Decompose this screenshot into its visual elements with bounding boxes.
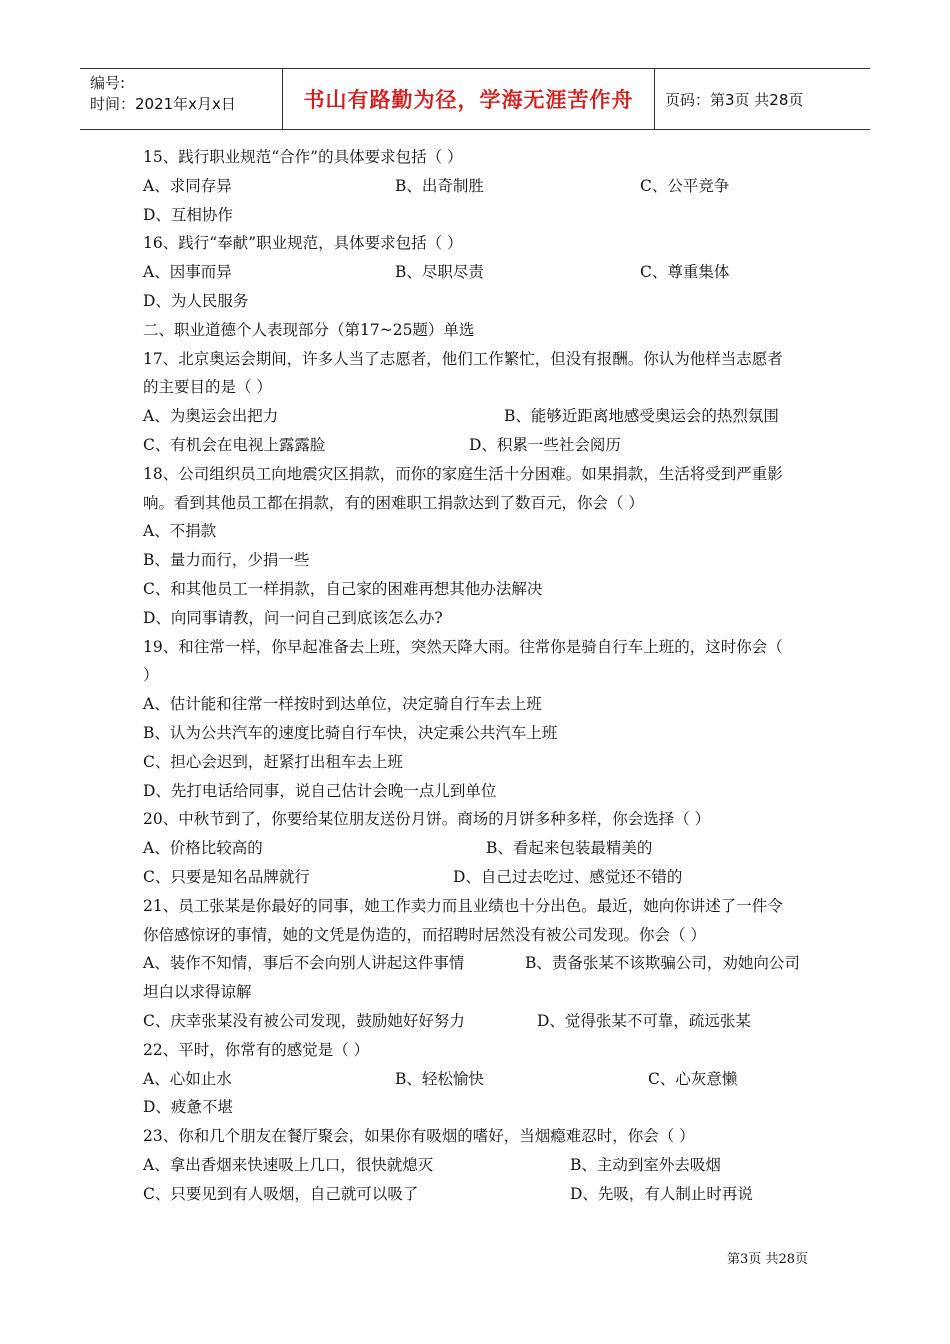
page-footer: 第3页 共28页 bbox=[727, 1252, 808, 1267]
question-17: 17、北京奥运会期间，许多人当了志愿者，他们工作繁忙，但没有报酬。你认为他样当志愿者 bbox=[143, 349, 783, 368]
option-a: A、估计能和往常一样按时到达单位，决定骑自行车去上班 bbox=[143, 695, 542, 714]
question-content bbox=[143, 143, 813, 1208]
number-label: 编号: bbox=[90, 74, 126, 92]
option-a: A、价格比较高的 bbox=[143, 839, 263, 858]
question-21: 21、员工张某是你最好的同事，她工作卖力而且业绩也十分出色。最近，她向你讲述了一件令 bbox=[143, 896, 783, 915]
option-c: C、只要是知名品牌就行 bbox=[143, 867, 310, 886]
option-b: B、轻松愉快 bbox=[395, 1069, 484, 1088]
option-b: B、能够近距离地感受奥运会的热烈氛围 bbox=[504, 407, 779, 426]
option-b: B、看起来包装最精美的 bbox=[486, 839, 653, 858]
option-c: C、庆幸张某没有被公司发现，鼓励她好好努力 bbox=[143, 1011, 465, 1030]
option-d: D、觉得张某不可靠，疏远张某 bbox=[537, 1011, 751, 1030]
question-20: 20、中秋节到了，你要给某位朋友送份月饼。商场的月饼多种多样，你会选择（ ） bbox=[143, 810, 711, 829]
option-a: A、求同存异 bbox=[143, 176, 232, 195]
option-a: A、拿出香烟来快速吸上几口，很快就熄灭 bbox=[143, 1155, 434, 1174]
option-b-cont: 坦白以求得谅解 bbox=[143, 983, 252, 1002]
options-row bbox=[143, 431, 813, 460]
option-a: A、装作不知情，事后不会向别人讲起这件事情 bbox=[143, 954, 465, 973]
option-c: C、有机会在电视上露露脸 bbox=[143, 435, 326, 454]
option-d: D、互相协作 bbox=[143, 205, 233, 224]
options-row bbox=[143, 402, 813, 431]
option-b: B、尽职尽责 bbox=[395, 263, 484, 282]
options-row bbox=[143, 1007, 813, 1036]
option-c: C、公平竞争 bbox=[640, 176, 730, 195]
option-a: A、不捐款 bbox=[143, 522, 217, 541]
option-a: A、因事而异 bbox=[143, 263, 232, 282]
page-code: 页码：第3页 共28页 bbox=[665, 90, 804, 109]
question-19-cont: ） bbox=[143, 666, 159, 685]
question-18: 18、公司组织员工向地震灾区捐款，而你的家庭生活十分困难。如果捐款，生活将受到严重影 bbox=[143, 464, 783, 483]
option-d: D、向同事请教，问一问自己到底该怎么办? bbox=[143, 608, 443, 627]
options-row bbox=[143, 949, 813, 978]
option-c: C、心灰意懒 bbox=[648, 1069, 738, 1088]
time-label: 时间：2021年x月x日 bbox=[90, 95, 236, 113]
option-a: A、为奥运会出把力 bbox=[143, 407, 279, 426]
option-d: D、先吸，有人制止时再说 bbox=[570, 1184, 753, 1203]
options-row bbox=[143, 863, 813, 892]
option-b: B、出奇制胜 bbox=[395, 176, 484, 195]
option-c: C、担心会迟到，赶紧打出租车去上班 bbox=[143, 752, 403, 771]
option-b: B、责备张某不该欺骗公司，劝她向公司 bbox=[525, 954, 800, 973]
options-row bbox=[143, 1180, 813, 1209]
option-c: C、只要见到有人吸烟，自己就可以吸了 bbox=[143, 1184, 419, 1203]
options-row bbox=[143, 1151, 813, 1180]
option-d: D、先打电话给同事，说自己估计会晚一点儿到单位 bbox=[143, 781, 497, 800]
question-18-cont: 响。看到其他员工都在捐款，有的困难职工捐款达到了数百元，你会（ ） bbox=[143, 493, 644, 512]
question-22: 22、平时，你常有的感觉是（ ） bbox=[143, 1040, 370, 1059]
header-motto-cell bbox=[283, 69, 655, 129]
options-row bbox=[143, 172, 813, 201]
option-a: A、心如止水 bbox=[143, 1069, 232, 1088]
question-19: 19、和往常一样，你早起准备去上班，突然天降大雨。往常你是骑自行车上班的，这时你会（ bbox=[143, 637, 783, 656]
option-b: B、量力而行，少捐一些 bbox=[143, 551, 310, 570]
option-c: C、尊重集体 bbox=[640, 263, 730, 282]
question-17-cont: 的主要目的是（ ） bbox=[143, 378, 272, 397]
options-row bbox=[143, 834, 813, 863]
question-15: 15、践行职业规范“合作”的具体要求包括（ ） bbox=[143, 148, 463, 166]
option-d: D、为人民服务 bbox=[143, 291, 249, 310]
option-d: D、积累一些社会阅历 bbox=[469, 435, 621, 454]
option-d: D、疲惫不堪 bbox=[143, 1098, 233, 1117]
motto-text: 书山有路勤为径，学海无涯苦作舟 bbox=[303, 88, 634, 112]
option-d: D、自己过去吃过、感觉还不错的 bbox=[453, 867, 683, 886]
options-row bbox=[143, 1065, 813, 1094]
option-b: B、主动到室外去吸烟 bbox=[570, 1155, 721, 1174]
page-header bbox=[80, 68, 870, 130]
question-16: 16、践行“奉献”职业规范，具体要求包括（ ） bbox=[143, 234, 463, 253]
question-21-cont: 你倍感惊讶的事情，她的文凭是伪造的，而招聘时居然没有被公司发现。你会（ ） bbox=[143, 925, 706, 944]
option-c: C、和其他员工一样捐款，自己家的困难再想其他办法解决 bbox=[143, 579, 543, 598]
options-row bbox=[143, 258, 813, 287]
section-heading: 二、职业道德个人表现部分（第17~25题）单选 bbox=[143, 320, 475, 339]
question-23: 23、你和几个朋友在餐厅聚会，如果你有吸烟的嗜好，当烟瘾难忍时，你会（ ） bbox=[143, 1127, 695, 1146]
option-b: B、认为公共汽车的速度比骑自行车快，决定乘公共汽车上班 bbox=[143, 723, 558, 742]
header-meta bbox=[80, 69, 283, 129]
